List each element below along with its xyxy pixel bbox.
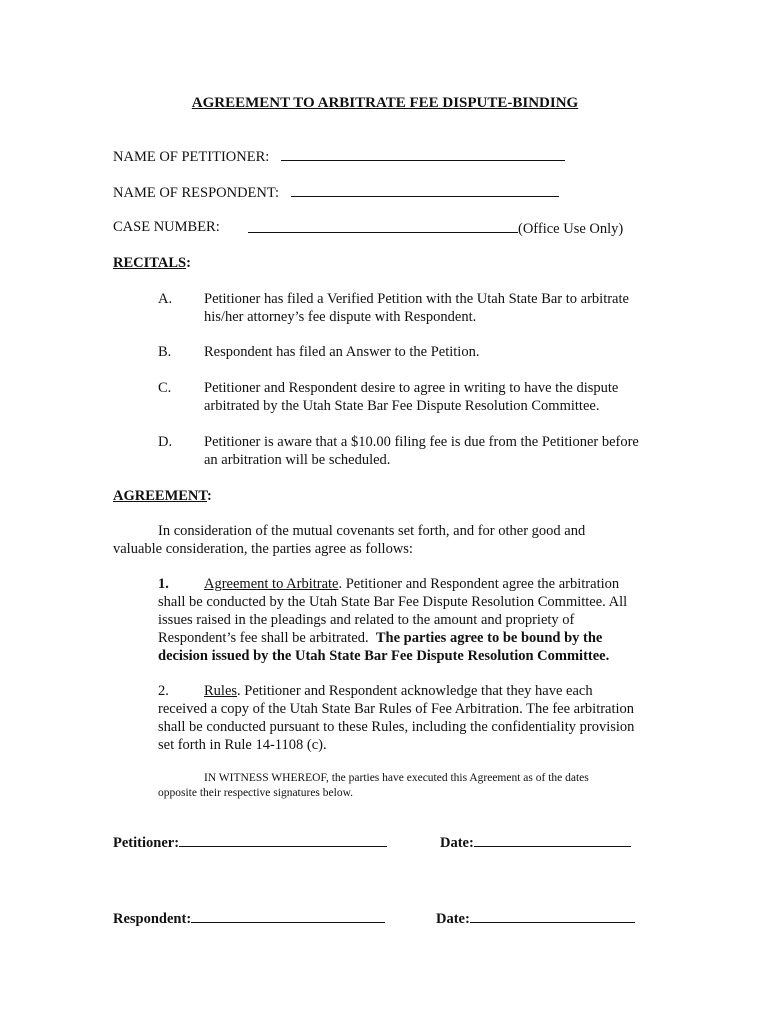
recital-a-letter: A.: [158, 291, 173, 307]
clause-1-line-4: [158, 629, 602, 647]
petitioner-name-field: [113, 146, 565, 166]
agreement-intro-line-2: valuable consideration, the parties agree as follows:: [113, 541, 413, 557]
recital-b-letter: B.: [158, 344, 172, 360]
respondent-signature-blank[interactable]: [191, 908, 385, 923]
clause-2-line-3: shall be conducted pursuant to these Rules, including the confidentiality provision: [158, 719, 635, 735]
witness-line-2: opposite their respective signatures below.: [158, 787, 354, 799]
clause-1-line-2: shall be conducted by the Utah State Bar Fee Dispute Resolution Committee. All: [158, 594, 628, 610]
respondent-name-blank[interactable]: [291, 182, 559, 197]
agreement-heading-colon: :: [207, 488, 212, 504]
recital-d-line-1: Petitioner is aware that a $10.00 filing fee is due from the Petitioner before: [204, 434, 639, 450]
recital-d-letter: D.: [158, 434, 173, 450]
clause-2-number: 2.: [158, 683, 169, 699]
petitioner-name-label: NAME OF PETITIONER:: [113, 149, 270, 165]
clause-1-number: 1.: [158, 576, 169, 592]
witness-line-1: IN WITNESS WHEREOF, the parties have executed this Agreement as of the dates: [204, 772, 589, 784]
clause-2-line-1: [204, 682, 593, 700]
clause-2-line-4: set forth in Rule 14-1108 (c).: [158, 737, 327, 753]
petitioner-date-field: [440, 832, 631, 852]
respondent-signature-label: Respondent:: [113, 911, 192, 927]
clause-1-line-1: [204, 575, 619, 593]
clause-1-line-1-rest: . Petitioner and Respondent agree the arbitration: [338, 576, 620, 592]
agreement-intro-line-1: In consideration of the mutual covenants set forth, and for other good and: [158, 523, 586, 539]
agreement-heading: [113, 487, 212, 505]
clause-1-title: Agreement to Arbitrate: [204, 576, 339, 592]
recital-c-line-1: Petitioner and Respondent desire to agree in writing to have the dispute: [204, 380, 619, 396]
clause-1-line-5: decision issued by the Utah State Bar Fee Dispute Resolution Committee.: [158, 648, 610, 664]
clause-2-line-1-rest: . Petitioner and Respondent acknowledge that they have each: [237, 683, 593, 699]
recitals-heading: [113, 254, 191, 272]
case-number-entry: [248, 218, 623, 238]
respondent-name-label: NAME OF RESPONDENT:: [113, 185, 280, 201]
recital-d-line-2: an arbitration will be scheduled.: [204, 452, 391, 468]
recital-c-line-2: arbitrated by the Utah State Bar Fee Dispute Resolution Committee.: [204, 398, 600, 414]
respondent-date-field: [436, 908, 635, 928]
agreement-heading-text: AGREEMENT: [113, 488, 207, 504]
respondent-name-field: [113, 182, 559, 202]
clause-1-line-3: issues raised in the pleadings and related to the amount and propriety of: [158, 612, 575, 628]
petitioner-signature-blank[interactable]: [179, 832, 387, 847]
petitioner-name-blank[interactable]: [281, 146, 565, 161]
case-number-label: CASE NUMBER:: [113, 219, 220, 235]
clause-1-line-4-bold: The parties agree to be bound by the: [375, 630, 603, 646]
case-number-blank[interactable]: [248, 218, 518, 233]
clause-2-title: Rules: [204, 683, 238, 699]
case-number-note: (Office Use Only): [518, 221, 624, 237]
recital-a-line-1: Petitioner has filed a Verified Petition with the Utah State Bar to arbitrate: [204, 291, 629, 307]
recitals-heading-colon: :: [186, 255, 191, 271]
petitioner-date-label: Date:: [440, 835, 474, 851]
recital-c-letter: C.: [158, 380, 172, 396]
respondent-date-label: Date:: [436, 911, 470, 927]
clause-1-line-4-normal: Respondent’s fee shall be arbitrated.: [158, 630, 376, 646]
document-title: AGREEMENT TO ARBITRATE FEE DISPUTE-BINDING: [191, 95, 579, 111]
respondent-date-blank[interactable]: [470, 908, 635, 923]
recital-b-line-1: Respondent has filed an Answer to the Petition.: [204, 344, 480, 360]
petitioner-signature-field: [113, 832, 387, 852]
respondent-signature-field: [113, 908, 385, 928]
recitals-heading-text: RECITALS: [113, 255, 187, 271]
petitioner-date-blank[interactable]: [474, 832, 631, 847]
clause-2-line-2: received a copy of the Utah State Bar Rules of Fee Arbitration. The fee arbitration: [158, 701, 635, 717]
petitioner-signature-label: Petitioner:: [113, 835, 180, 851]
recital-a-line-2: his/her attorney’s fee dispute with Respondent.: [204, 309, 477, 325]
case-number-field: [113, 218, 220, 236]
